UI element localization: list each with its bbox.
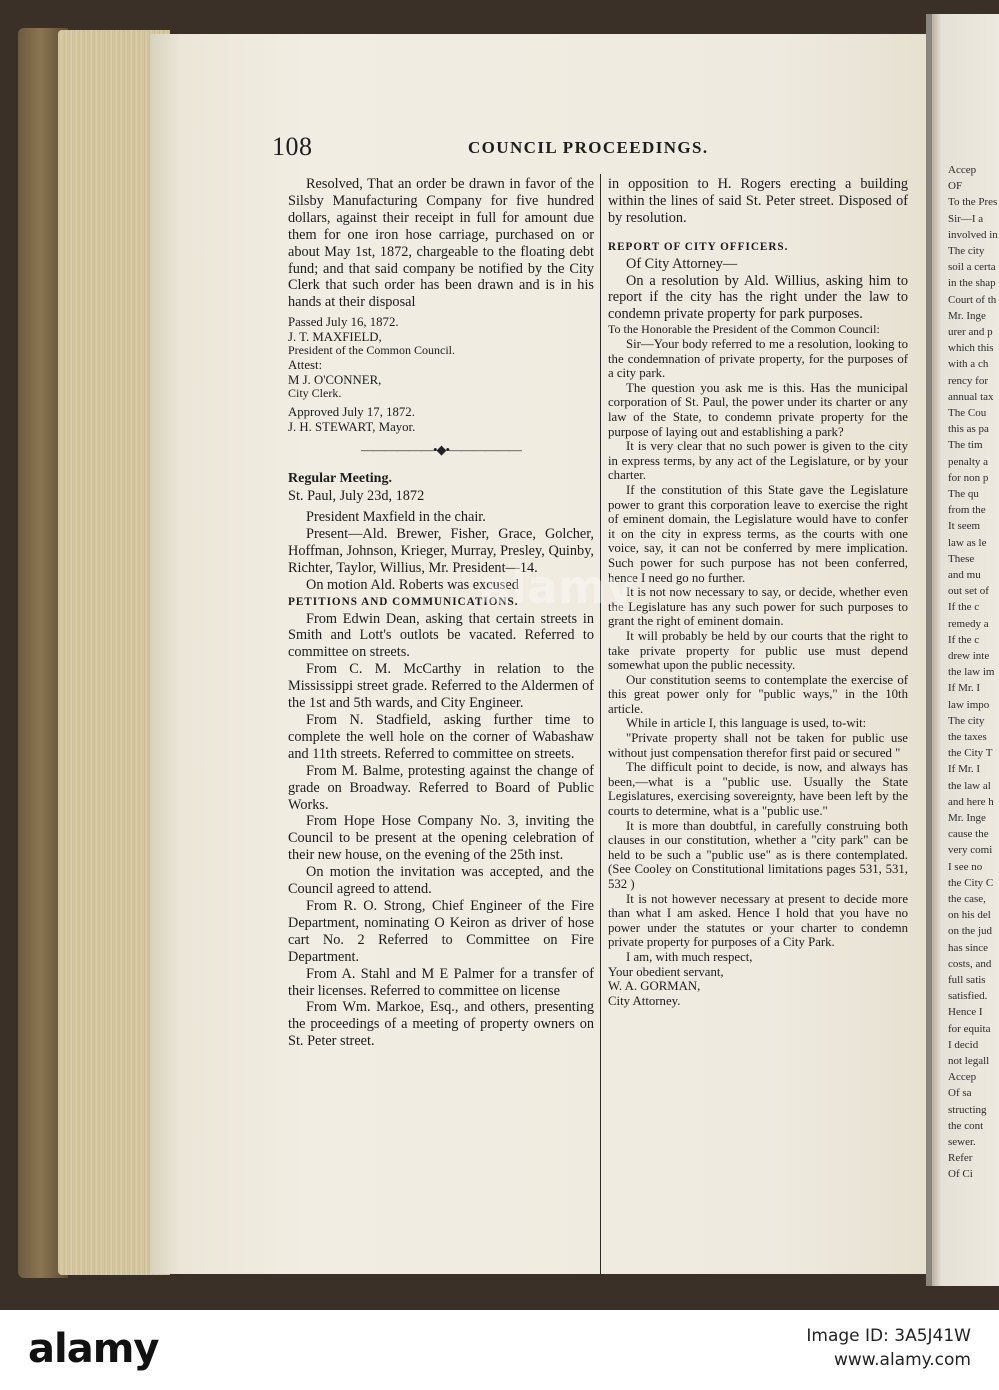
right-page-fragment: the City C (948, 876, 994, 889)
present-list: Present—Ald. Brewer, Fisher, Grace, Golcher, Hoffman, Johnson, Krieger, Murray, Presley, Quinby, Richter, Taylor, Willius, Mr. President—14. (288, 526, 594, 576)
president-title: President of the Common Council. (288, 343, 455, 358)
petition-item: From A. Stahl and M E Palmer for a transfer of their licenses. Referred to committee on license (288, 965, 594, 999)
image-url-line: www.alamy.com (833, 1350, 971, 1370)
alamy-logo: alamy (28, 1326, 159, 1372)
right-page (932, 14, 999, 1286)
right-page-fragment: and mu (948, 569, 981, 581)
attest-label: Attest: (288, 358, 323, 373)
right-page-fragment: Of sa (948, 1087, 972, 1100)
right-page-fragment: OF (948, 180, 963, 193)
right-page-fragment: structing (948, 1103, 987, 1116)
closing-line: I am, with much respect, (626, 949, 753, 964)
right-page-fragment: penalty a (948, 455, 989, 468)
right-page-fragment: satisfied. (948, 990, 988, 1003)
right-page-fragment: out set of (948, 585, 989, 598)
report-paragraph: It will probably be held by our courts that the right to take private property for public use must depend somewhat upon the public necessity. (608, 628, 908, 673)
right-page-fragment: The qu (948, 488, 979, 500)
report-paragraph: While in article I, this language is used, to-wit: (626, 716, 867, 731)
right-page-fragment: Sir—I a (948, 212, 984, 225)
excused-line: On motion Ald. Roberts was excused (306, 576, 519, 593)
right-column (608, 176, 908, 1008)
right-page-fragment: costs, and (948, 957, 992, 970)
right-page-fragment: on the jud (948, 925, 992, 938)
right-page-fragment: I see no (948, 860, 983, 873)
right-page-fragment: If the c (948, 633, 980, 646)
right-page-fragment: The Cou (948, 407, 987, 419)
right-page-fragment: The city (948, 714, 985, 727)
report-paragraph: The question you ask me is this. Has the municipal corporation of St. Paul, the power under its charter or any law of the State, to condemn private property for the purpose of laying out and establishing a park? (608, 380, 908, 439)
report-paragraphs (608, 337, 908, 950)
right-page-fragment: Mr. Inge (948, 309, 986, 322)
page-number: 108 (272, 132, 313, 161)
right-page-fragment: Accep (948, 1071, 977, 1084)
right-page-fragment: from the (948, 504, 986, 517)
right-page-fragment: Of Ci (948, 1168, 973, 1181)
dateline: St. Paul, July 23d, 1872 (288, 488, 425, 505)
report-paragraph: It is not now necessary to say, or decide, whether even the Legislature has any such power for such purposes to grant the right of eminent domain. (608, 585, 908, 629)
right-page-fragment: remedy a (948, 617, 989, 630)
footer-bar (0, 1310, 999, 1390)
right-page-fragment: I decid (948, 1038, 979, 1051)
petitions-list (288, 611, 594, 1051)
signer-title: City Attorney. (608, 993, 681, 1008)
right-page-fragment: If Mr. I (948, 682, 981, 695)
right-page-fragment: the City T (948, 747, 993, 760)
right-page-fragment: this as pa (948, 423, 989, 436)
right-page-fragment: drew inte (948, 650, 990, 662)
passed-date: Passed July 16, 1872. (288, 315, 399, 330)
signer-name: W. A. GORMAN, (608, 979, 701, 994)
attorney-subheading: Of City Attorney— (626, 255, 738, 272)
right-page-fragment: full satis (948, 974, 986, 986)
image-id-line: Image ID: 3A5J41W (806, 1326, 971, 1346)
report-paragraph: Our constitution seems to contemplate the exercise of this great power only for "public ways," in the 10th article. (608, 672, 908, 716)
right-page-fragment: on his del (948, 909, 991, 922)
petition-item: From N. Stadfield, asking further time to complete the well hole on the corner of Wabashaw and 11th streets. Referred to committee on streets. (288, 712, 594, 762)
right-page-fragment: very comi (948, 844, 993, 857)
report-paragraph: Sir—Your body referred to me a resolution, looking to the condemnation of private property, for the purposes of a city park. (608, 337, 908, 381)
petition-item: From Hope Hose Company No. 3, inviting the Council to be present at the opening celebration of their new house, on the evening of the 25th inst. (288, 813, 594, 864)
address-line: To the Honorable the President of the Common Council: (608, 322, 880, 337)
right-page-fragment: and here h (948, 795, 994, 808)
right-page-fragment: sewer. (948, 1136, 976, 1148)
petition-item: From C. M. McCarthy in relation to the Mississippi street grade. Referred to the Aldermen of the 1st and 5th wards, and City Engineer. (288, 661, 594, 712)
report-paragraph: If the constitution of this State gave the Legislature power to grant this corporation leave to exercise the right of eminent domain, the Legislature would have to confer it on the city in express terms, as the courts with one voice, say, it can not be conferred by mere implication. Such power for such purpose has not been conferred, hence I need go no further. (608, 482, 908, 585)
right-page-fragment: the law al (948, 779, 991, 792)
clerk-name: M J. O'CONNER, (288, 372, 382, 387)
petition-item: From Edwin Dean, asking that certain streets in Smith and Lott's outlots be vacated. Referred to committee on streets. (288, 610, 594, 661)
petition-item: From R. O. Strong, Chief Engineer of the Fire Department, nominating O Keiron as driver of hose cart No. 2 Referred to Committee on Fire Department. (288, 897, 594, 965)
right-page-fragment: It seem (948, 520, 981, 533)
right-page-fragment: cause the (948, 828, 989, 841)
petitions-heading: PETITIONS AND COMMUNICATIONS. (288, 595, 519, 608)
approved-date: Approved July 17, 1872. (288, 405, 415, 420)
right-page-fragment: the cont (948, 1119, 984, 1132)
right-page-fragment: law as le (948, 536, 987, 549)
servant-line: Your obedient servant, (608, 964, 724, 979)
column-rule (600, 174, 601, 1274)
report-paragraph: The difficult point to decide, is now, and always has been,—what is a "public use. Usually the State Legislatures, exercising sovereignty, have been left by the courts to determine, what is a "public use." (608, 760, 908, 819)
right-page-fragment: the case, (948, 893, 986, 905)
section-divider: ——————•◆•—————— (360, 442, 522, 458)
report-paragraph: It is not however necessary at present to decide more than what I am asked. Hence I hold that you have no power under the statutes or your charter to condemn private property for purposes of a City Park. (608, 891, 908, 950)
right-page-fragment: If Mr. I (948, 763, 981, 776)
right-page-fragment: Mr. Inge (948, 812, 986, 824)
running-head: COUNCIL PROCEEDINGS. (468, 138, 709, 157)
right-page-fragment: the law im (948, 666, 995, 679)
report-paragraph: "Private property shall not be taken for public use without just compensation therefor first paid or secured " (608, 731, 908, 760)
right-page-fragment: which this (948, 342, 994, 355)
right-page-fragment: Court of th (948, 293, 997, 306)
right-page-fragment: The tim (948, 439, 983, 452)
right-page-fragment: Accep (948, 164, 977, 176)
right-page-fragment: not legall (948, 1055, 990, 1067)
right-page-fragment: These (948, 552, 975, 565)
report-heading: REPORT OF CITY OFFICERS. (608, 240, 789, 253)
chair-line: President Maxfield in the chair. (306, 509, 486, 526)
petition-item: From M. Balme, protesting against the change of grade on Broadway. Referred to Board of Public Works. (288, 762, 594, 813)
petition-item: From Wm. Markoe, Esq., and others, presenting the proceedings of a meeting of property owners on St. Peter street. (288, 999, 594, 1050)
report-paragraph: It is very clear that no such power is given to the city in express terms, by any act of the Legislature, or by your charter. (608, 439, 908, 483)
right-page-fragment: urer and p (948, 326, 993, 338)
report-paragraph: It is more than doubtful, in carefully construing both clauses in our constitution, whether a "city park" can be held to be such a "public use" as is there contemplated. (See Cooley on Constitutional limitations pages 531, 531, 532 ) (608, 818, 908, 892)
right-page-fragment: rency for (948, 374, 989, 387)
meeting-heading: Regular Meeting. (288, 471, 392, 487)
continuation-text: in opposition to H. Rogers erecting a building within the lines of said St. Peter street. Disposed of by resolution. (608, 176, 908, 226)
right-page-fragment: To the Pres (948, 196, 998, 209)
right-page-fragment: The city (948, 245, 985, 257)
mayor-signature: J. H. STEWART, Mayor. (288, 419, 416, 434)
petition-item: On motion the invitation was accepted, and the Council agreed to attend. (288, 864, 594, 898)
clerk-title: City Clerk. (288, 386, 342, 401)
right-page-fragment: Hence I (948, 1006, 983, 1019)
right-page-fragment: the taxes (948, 731, 987, 743)
president-name: J. T. MAXFIELD, (288, 329, 382, 344)
image-id (806, 1324, 971, 1372)
right-page-fragment: has since (948, 941, 989, 954)
resolution-text: Resolved, That an order be drawn in favor of the Silsby Manufacturing Company for five hundred dollars, against their receipt in full for amount due them for one iron hose carriage, purchased on or about May 1st, 1872, chargeable to the floating debt fund; and that said company be notified by the City Clerk that such order has been drawn and is in his hands at their disposal (288, 176, 594, 311)
watermark: alamy (480, 560, 636, 614)
right-page-fragment: with a ch (948, 358, 989, 371)
right-page-fragment: law impo (948, 698, 990, 711)
right-page-fragment: in the shap (948, 277, 996, 290)
right-page-fragment: for equita (948, 1022, 991, 1035)
right-page-fragment: If the c (948, 601, 980, 614)
right-page-fragment: soil a certa (948, 261, 996, 274)
page-header (272, 128, 912, 168)
right-page-fragment: annual tax (948, 390, 994, 403)
right-page-fragment: involved in (948, 228, 998, 241)
right-page-fragment: Refer (948, 1152, 973, 1165)
resolution-intro: On a resolution by Ald. Willius, asking him to report if the city has the right under the law to condemn private property for park purposes. (608, 272, 908, 323)
right-page-fragment: for non p (948, 471, 989, 484)
